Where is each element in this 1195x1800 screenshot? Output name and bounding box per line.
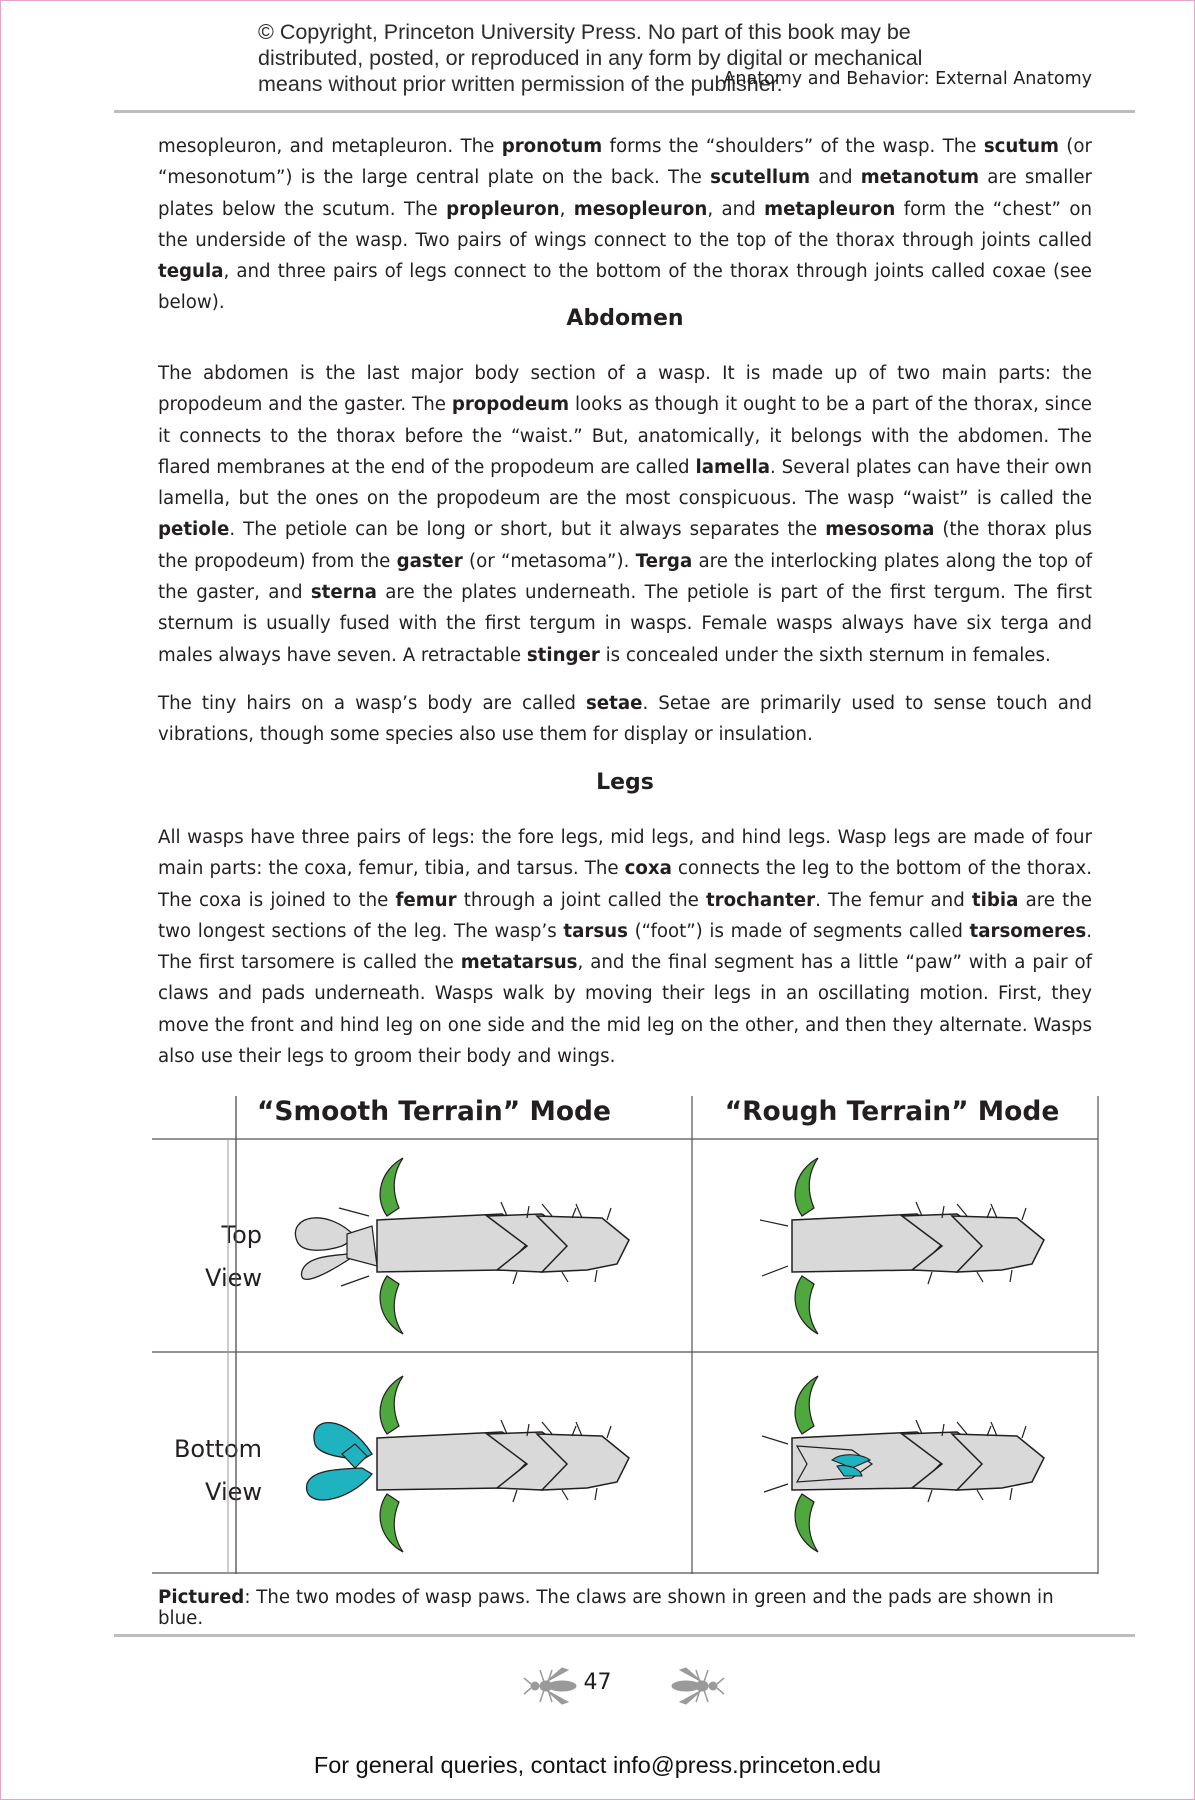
paw-grid — [152, 1096, 1100, 1574]
heading-legs: Legs — [596, 770, 654, 795]
paragraph-legs: All wasps have three pairs of legs: the fore legs, mid legs, and hind legs. Wasp legs are made of four main parts: the coxa, femur, tibia, and tarsus. The coxa connects the leg to the bottom of the thorax. The coxa is joined to the femur through a joint called the trochanter. The femur and tibia are the two longest sections of the leg. The wasp’s tarsus (“foot”) is made of segments called tarsomeres. The first tarsomere is called the metatarsus, and the final segment has a little “paw” with a pair of claws and pads underneath. Wasps walk by moving their legs in an oscillating motion. First, they move the front and hind leg on one side and the mid leg on the other, and then they alternate. Wasps also use their legs to groom their body and wings. — [158, 827, 1092, 1068]
footer-rule — [114, 1634, 1135, 1637]
row-label-top-view: Top View — [205, 1221, 262, 1292]
copyright-notice: © Copyright, Princeton University Press. No part of this book may be distributed, posted, or reproduced in any form by digital or mechanical means without prior written permission of the publisher. — [258, 20, 923, 96]
contact-footer: For general queries, contact info@press.princeton.edu — [313, 1752, 882, 1778]
rough-top-paw — [760, 1158, 1044, 1334]
paragraph-abdomen: The abdomen is the last major body section of a wasp. It is made up of two main parts: the propodeum and the gaster. The propodeum looks as though it ought to be a part of the thorax, since it connects to the thorax before the “waist.” But, anatomically, it belongs with the abdomen. The flared membranes at the end of the propodeum are called lamella. Several plates can have their own lamella, but the ones on the propodeum are the most conspicuous. The wasp “waist” is called the petiole. The petiole can be long or short, but it always separates the mesosoma (the thorax plus the propodeum) from the gaster (or “metasoma”). Terga are the interlocking plates along the top of the gaster, and sterna are the plates underneath. The petiole is part of the first tergum. The first sternum is usually fused with the first tergum in wasps. Female wasps always have six terga and males always have seven. A retractable stinger is concealed under the sixth sternum in females. — [158, 363, 1093, 666]
column-title-smooth: “Smooth Terrain” Mode — [257, 1096, 611, 1127]
running-head: Anatomy and Behavior: External Anatomy — [723, 69, 1092, 89]
paragraph-setae: The tiny hairs on a wasp’s body are called setae. Setae are primarily used to sense touch and vibrations, though some species also use them for display or insulation. — [158, 693, 1092, 746]
column-title-rough: “Rough Terrain” Mode — [724, 1096, 1060, 1127]
smooth-top-paw — [295, 1158, 629, 1334]
header-rule — [114, 110, 1135, 113]
smooth-bottom-paw — [307, 1376, 629, 1552]
row-label-bottom-view: Bottom View — [173, 1435, 262, 1506]
paragraph-thorax-continued: mesopleuron, and metapleuron. The pronotum forms the “shoulders” of the wasp. The scutum (or “mesonotum”) is the large central plate on the back. The scutellum and metanotum are smaller plates below the scutum. The propleuron, mesopleuron, and metapleuron form the “chest” on the underside of the wasp. Two pairs of wings connect to the top of the thorax through joints called tegula, and three pairs of legs connect to the bottom of the thorax through joints called coxae (see below). — [158, 136, 1093, 314]
paw-modes-figure — [152, 1096, 1100, 1574]
wasp-icon — [668, 1664, 726, 1708]
page-number: 47 — [583, 1670, 612, 1695]
rough-bottom-paw — [762, 1376, 1044, 1552]
heading-abdomen: Abdomen — [566, 306, 684, 331]
figure-caption: Pictured: The two modes of wasp paws. The claws are shown in green and the pads are shown in blue. — [158, 1587, 1054, 1629]
